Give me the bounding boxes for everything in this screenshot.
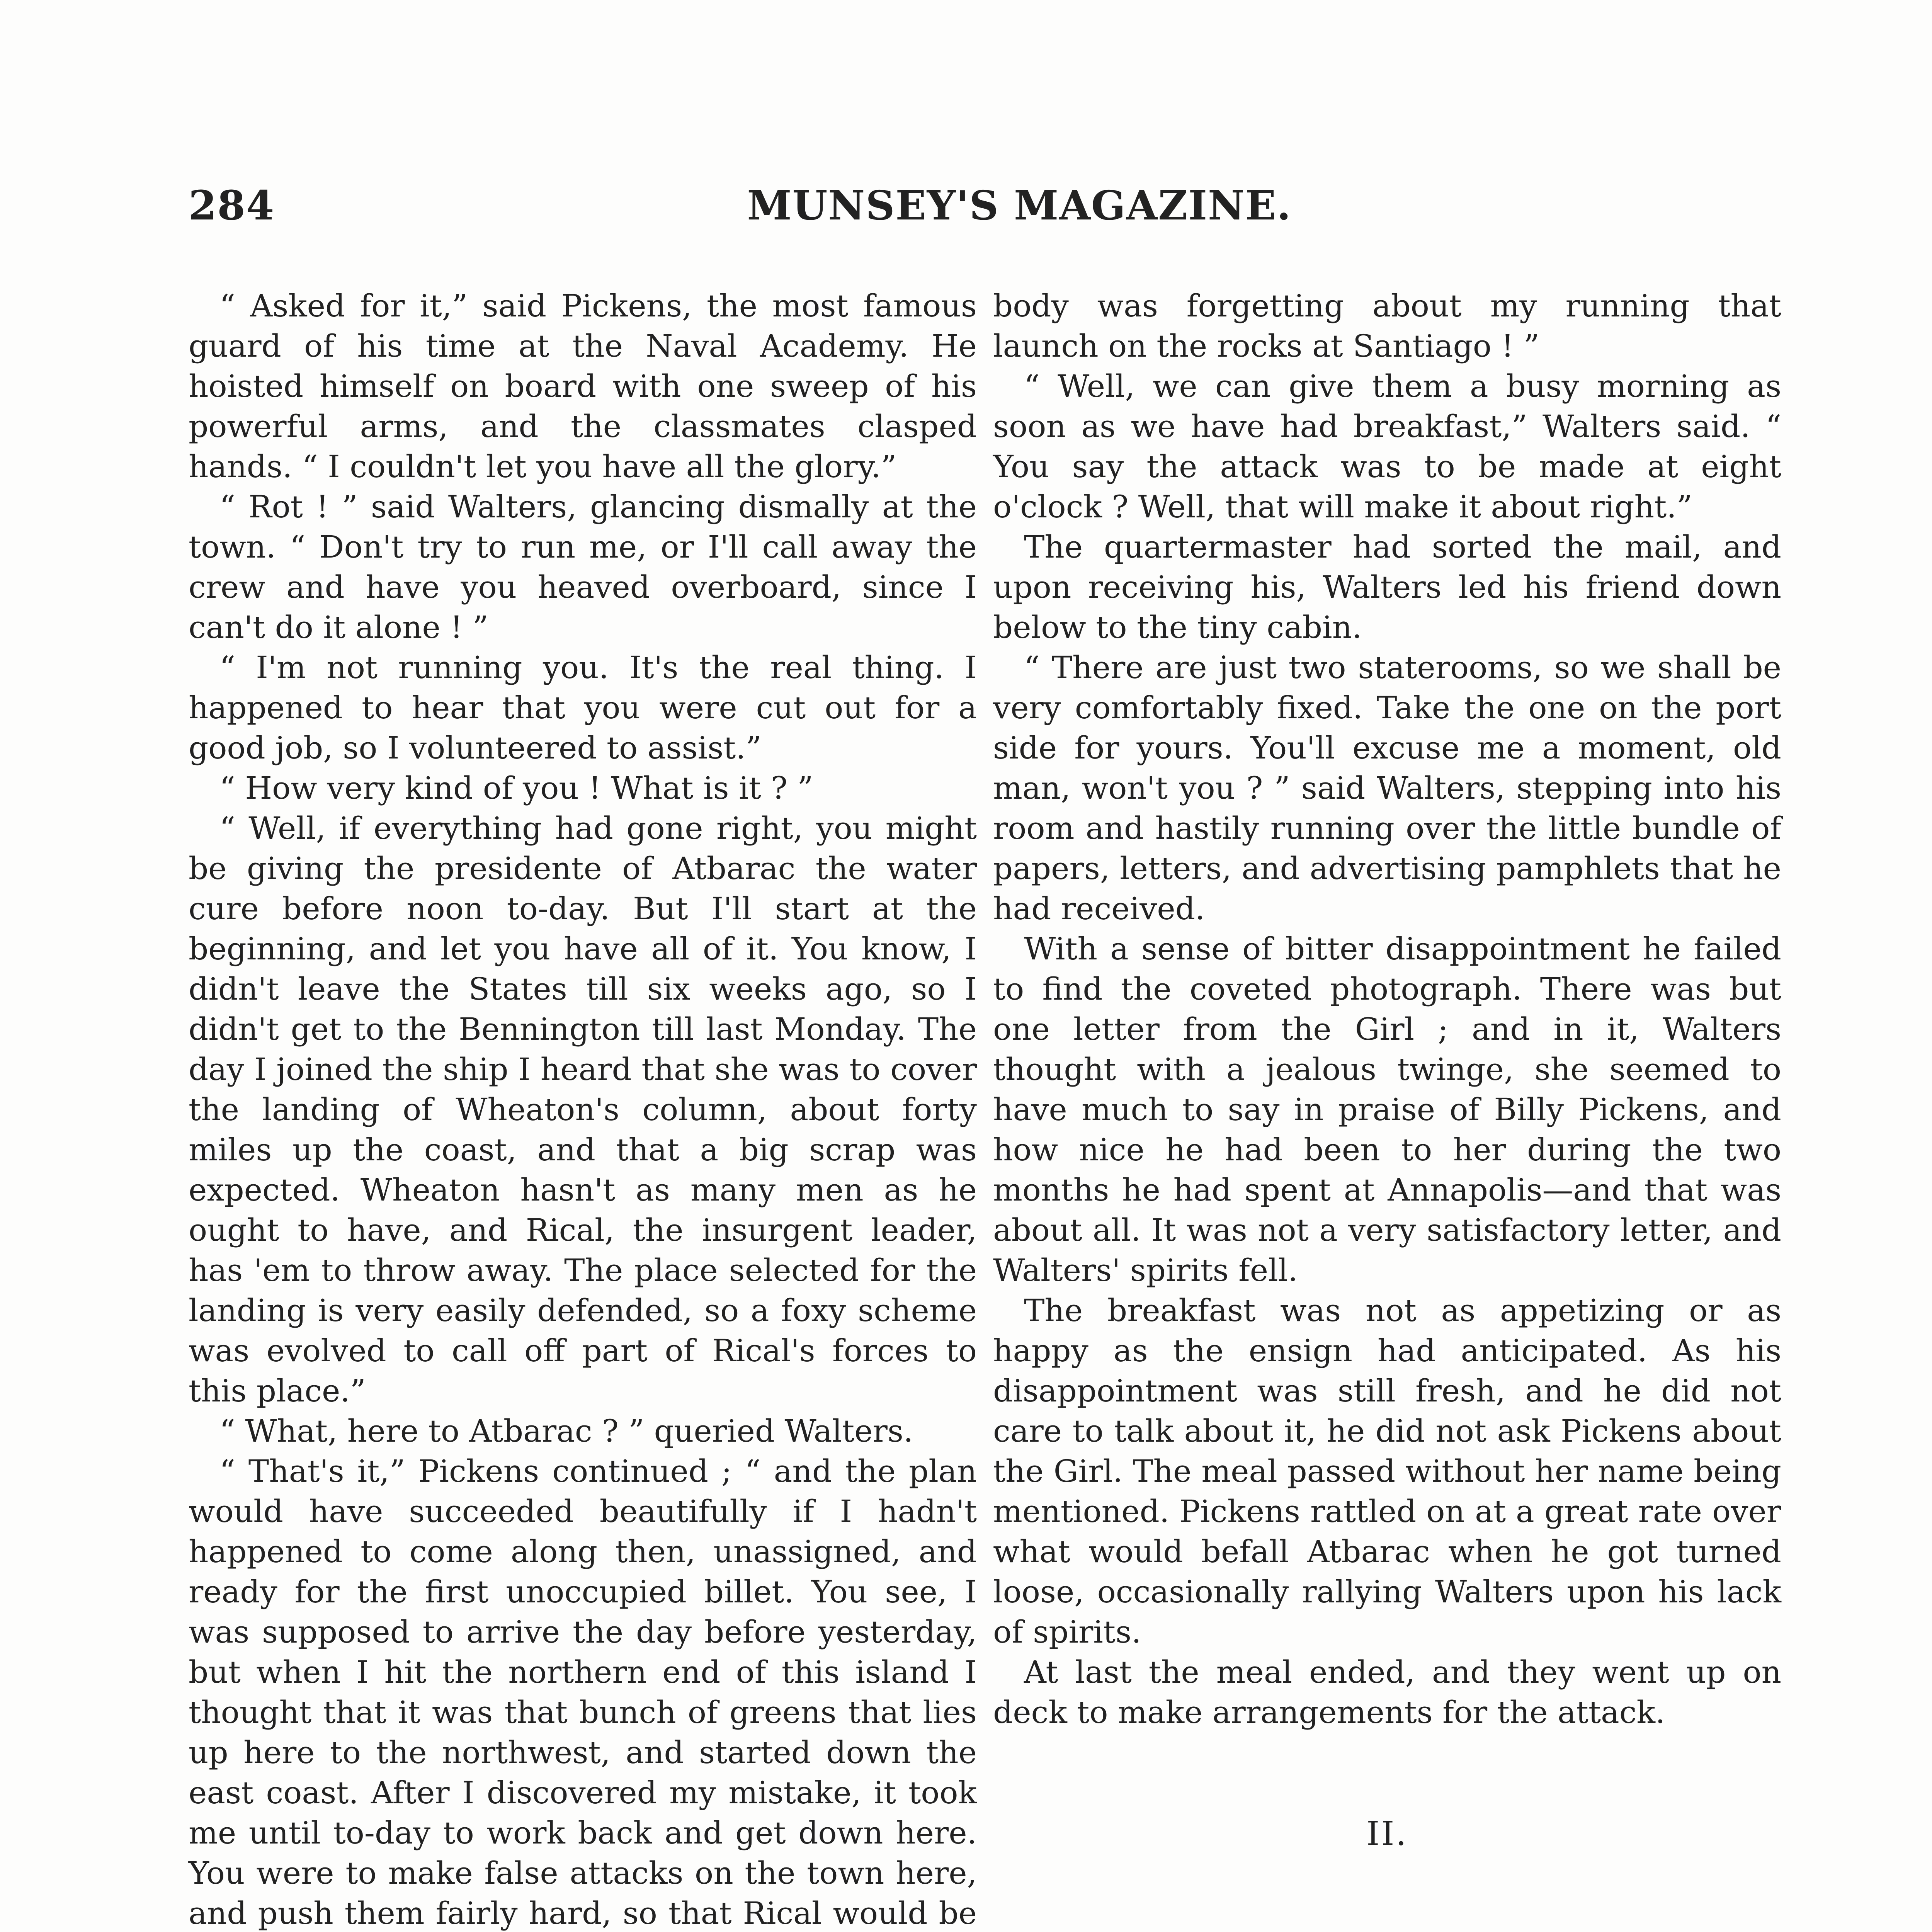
paragraph: “ How very kind of you ! What is it ? ” xyxy=(219,770,813,806)
paragraph: “ Asked for it,” said Pickens, the most famous guard of his time at the Naval Academy. He hoisted himself on board with one sweep of his powerful arms, and the classmates clasped hands. “ I couldn't let you have all the glory.” xyxy=(189,288,977,485)
paragraph: “ Well, if everything had gone right, you might be giving the presidente of Atbarac the water cure before noon to-day. But I'll start at the beginning, and let you have all of it. You know, I didn't leave the States till six weeks ago, so I didn't get to the Bennington till last Monday. The day I joined the ship I heard that she was to cover the landing of Wheaton's column, about forty miles up the coast, and that a big scrap was expected. Wheaton hasn't as many men as he ought to have, and Rical, the insurgent leader, has 'em to throw away. The place selected for the landing is very easily defended, so a foxy scheme was evolved to call off part of Rical's forces to this place.” xyxy=(189,810,977,1409)
paragraph: “ I'm not running you. It's the real thing. I happened to hear that you were cut out for a good job, so I volunteered to assist.” xyxy=(189,650,977,766)
paragraph: “ Well, we can give them a busy morning as soon as we have had breakfast,” Walters said. “ You say the attack was to be made at eight o'clock ? Well, that will make it about right.” xyxy=(993,368,1781,525)
paragraph: “ What, here to Atbarac ? ” queried Walters. xyxy=(219,1413,913,1449)
page-header xyxy=(189,182,1765,255)
paragraph: “ There are just two staterooms, so we shall be very comfortably fixed. Take the one on the port side for yours. You'll excuse me a moment, old man, won't you ? ” said Walters, stepping into his room and hastily running over the little bundle of papers, letters, and advertising pamphlets that he had received. xyxy=(993,650,1781,927)
paragraph: With a sense of bitter disappointment he failed to find the coveted photograph. There was but one letter from the Girl ; and in it, Walters thought with a jealous twinge, she seemed to have much to say in praise of Billy Pickens, and how nice he had been to her during the two months he had spent at Annapolis—and that was about all. It was not a very satisfactory letter, and Walters' spirits fell. xyxy=(993,931,1781,1288)
paragraph: “ That's it,” Pickens continued ; “ and the plan would have succeeded beautifully if I hadn't happened to come along then, unassigned, and ready for the first unoccupied billet. You see, I was supposed to arrive the day before yesterday, but when I hit the northern end of this island I thought that it was that bunch of greens that lies up here to the northwest, and started down the east coast. After I discovered my mistake, it took me until to-day to work back and get down here. You were to make false attacks on the town here, and push them fairly hard, so that Rical would be xyxy=(189,1453,977,1931)
paragraph: body was forgetting about my running that launch on the rocks at Santiago ! ” xyxy=(993,288,1781,364)
left-column xyxy=(189,286,977,1932)
paragraph: The quartermaster had sorted the mail, and upon receiving his, Walters led his friend down below to the tiny cabin. xyxy=(993,529,1781,645)
running-title: MUNSEY'S MAGAZINE. xyxy=(747,182,1292,229)
right-column xyxy=(993,286,1781,1932)
paragraph: The breakfast was not as appetizing or as happy as the ensign had anticipated. As his disappointment was still fresh, and he did not care to talk about it, he did not ask Pickens about the Girl. The meal passed without her name being mentioned. Pickens rattled on at a great rate over what would befall Atbarac when he got turned loose, occasionally rallying Walters upon his lack of spirits. xyxy=(993,1293,1781,1650)
paragraph: “ Rot ! ” said Walters, glancing dismally at the town. “ Don't try to run me, or I'll call away the crew and have you heaved overboard, since I can't do it alone ! ” xyxy=(189,489,977,645)
paragraph: At last the meal ended, and they went up on deck to make arrangements for the attack. xyxy=(993,1654,1781,1730)
page-number: 284 xyxy=(189,182,275,229)
section-heading: II. xyxy=(1366,1815,1408,1853)
